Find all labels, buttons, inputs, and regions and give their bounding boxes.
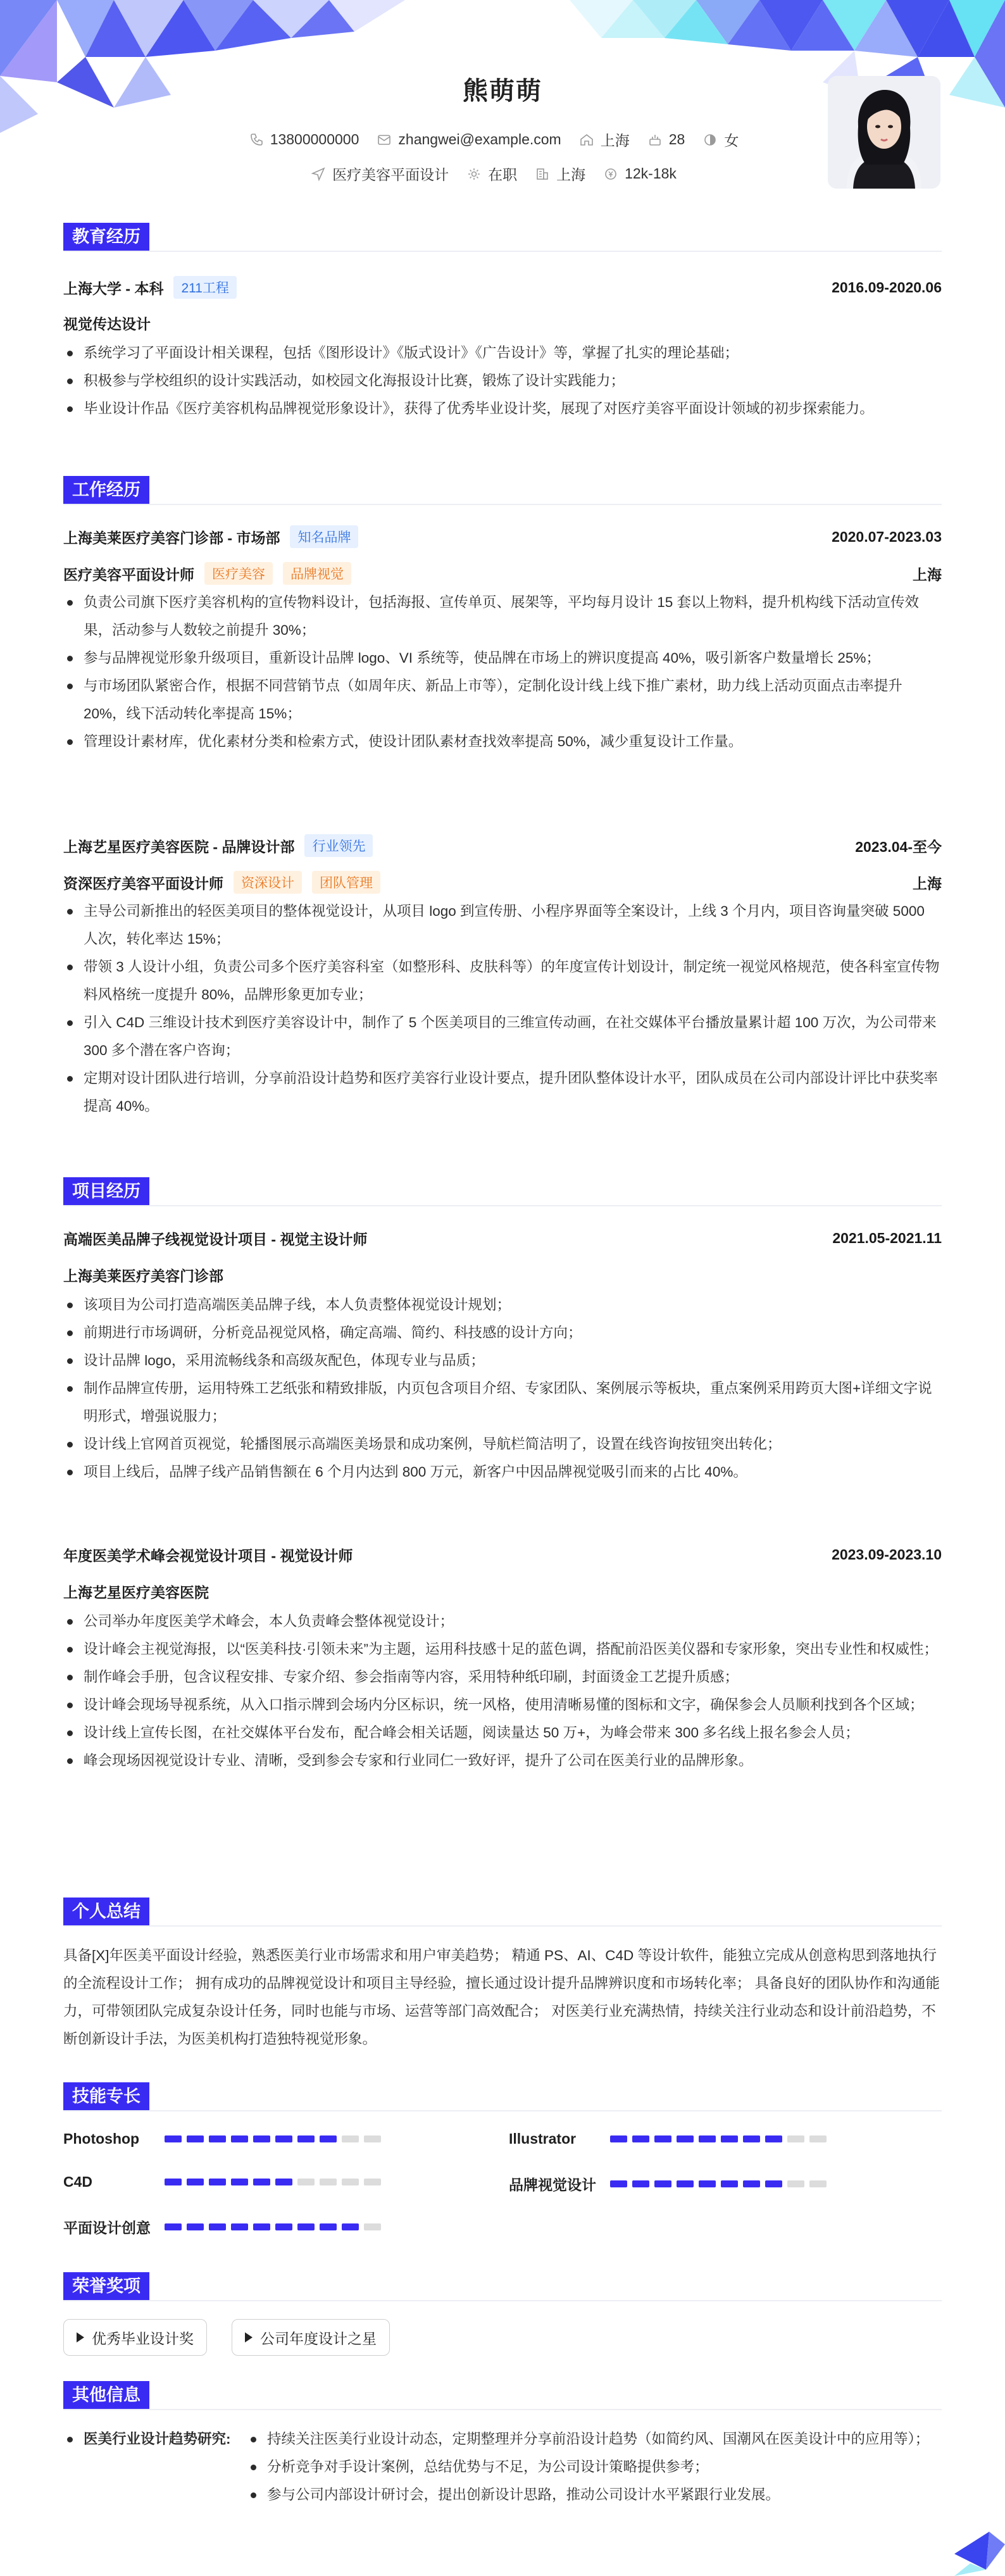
skill-segment — [275, 2179, 292, 2185]
summary-section — [63, 1898, 942, 2047]
skill-segment — [809, 2135, 827, 2142]
skill-label: C4D — [63, 2173, 93, 2190]
cake-icon — [647, 132, 663, 147]
skill-segment — [297, 2179, 315, 2185]
section-title: 个人总结 — [63, 1898, 149, 1925]
coin-icon — [603, 166, 618, 182]
education-date: 2016.09-2020.06 — [832, 278, 942, 296]
target-job-text: 医疗美容平面设计 — [332, 166, 449, 183]
list-item: 制作峰会手册，包含议程安排、专家介绍、参会指南等内容，采用特种纸印刷，封面烫金工艺提升质感； — [63, 1663, 942, 1691]
projects-header — [63, 1177, 942, 1206]
skill-segment — [364, 2223, 381, 2230]
list-item: 参与品牌视觉形象升级项目，重新设计品牌 logo、VI 系统等，使品牌在市场上的辨识度提高 40%，吸引新客户数量增长 25%； — [63, 644, 942, 672]
project-org: 上海美莱医疗美容门诊部 — [63, 1268, 223, 1284]
list-item: 毕业设计作品《医疗美容机构品牌视觉形象设计》，获得了优秀毕业设计奖，展现了对医疗美容平面设计领域的初步探索能力。 — [63, 395, 942, 423]
skill-segment — [787, 2180, 804, 2187]
city-text: 上海 — [600, 132, 630, 149]
age-item — [647, 131, 685, 148]
skill-segment — [187, 2135, 204, 2142]
skill-segment — [231, 2179, 248, 2185]
phone-icon — [249, 132, 264, 147]
skill-segment — [187, 2179, 204, 2185]
position-tag: 医疗美容 — [204, 562, 273, 585]
skill-segment — [209, 2179, 226, 2185]
skills-header — [63, 2082, 942, 2111]
skill-segment — [231, 2223, 248, 2230]
skill-label: Illustrator — [509, 2130, 577, 2147]
skill-segment — [765, 2135, 782, 2142]
position-tag: 品牌视觉 — [283, 562, 351, 585]
skill-segment — [165, 2179, 182, 2185]
skill-segment — [632, 2180, 649, 2187]
skill-segment — [610, 2135, 627, 2142]
job-2-bullets — [63, 897, 942, 1120]
candidate-name: 熊萌萌 — [463, 77, 542, 105]
skill-item — [63, 2173, 381, 2191]
work-section — [63, 476, 942, 1114]
projects-section — [63, 1177, 942, 1768]
salary-item — [603, 165, 677, 182]
status-item — [466, 163, 517, 184]
skill-segment — [297, 2223, 315, 2230]
skill-segment — [654, 2135, 671, 2142]
section-title: 工作经历 — [63, 476, 149, 504]
education-bullets — [63, 339, 942, 423]
project-1-org-row — [63, 1265, 942, 1285]
project-2-header — [63, 1544, 942, 1565]
skill-segment — [209, 2223, 226, 2230]
skill-level-bar — [165, 2135, 381, 2142]
summary-text: 具备[X]年医美平面设计经验，熟悉医美行业市场需求和用户审美趋势； 精通 PS、AI、C4D 等设计软件，能独立完成从创意构思到落地执行的全流程设计工作； 拥有成功的品牌视觉设计和项目主导经验，擅长通过设计提升品牌辨识度和市场转化率； 具备良好的团队协作和沟通能力，可带领团队完成复杂设计任务，同时也能与市场、运营等部门高效配合； 对医美行业充满热情，持续关注行业动态和设计前沿趋势，不断创新设计手法，为医美机构打造独特视觉形象。 — [63, 1948, 940, 2047]
list-item: 分析竞争对手设计案例，总结优势与不足，为公司设计策略提供参考； — [247, 2453, 942, 2481]
email-item — [377, 131, 561, 148]
list-item: 参与公司内部设计研讨会，提出创新设计思路，推动公司设计水平紧跟行业发展。 — [247, 2481, 942, 2509]
other-bullets — [247, 2425, 942, 2509]
avatar — [828, 76, 940, 189]
list-item: 负责公司旗下医疗美容机构的宣传物料设计，包括海报、宣传单页、展架等，平均每月设计 15 套以上物料，提升机构线下活动宣传效果，活动参与人数较之前提升 30%； — [63, 589, 942, 644]
skill-segment — [721, 2135, 738, 2142]
building-icon — [535, 166, 550, 182]
job-city: 上海 — [913, 875, 942, 892]
skill-segment — [342, 2179, 359, 2185]
send-icon — [311, 166, 326, 182]
list-item: 管理设计素材库，优化素材分类和检索方式，使设计团队素材查找效率提高 50%，减少重复设计工作量。 — [63, 728, 942, 756]
job-2-header — [63, 834, 942, 857]
skill-segment — [187, 2223, 204, 2230]
project-name: 年度医美学术峰会视觉设计项目 - 视觉设计师 — [63, 1547, 353, 1564]
job-1-header — [63, 525, 942, 548]
education-section — [63, 223, 942, 416]
project-1-bullets — [63, 1291, 942, 1486]
job-date: 2020.07-2023.03 — [832, 528, 942, 545]
list-item: 积极参与学校组织的设计实践活动，如校园文化海报设计比赛，锻炼了设计实践能力； — [63, 367, 942, 395]
section-title: 教育经历 — [63, 223, 149, 251]
award-chip — [232, 2319, 390, 2356]
skill-segment — [320, 2179, 337, 2185]
skill-segment — [165, 2223, 182, 2230]
skill-segment — [677, 2135, 694, 2142]
list-item: 公司举办年度医美学术峰会，本人负责峰会整体视觉设计； — [63, 1608, 942, 1635]
company-tag: 知名品牌 — [290, 525, 358, 548]
other-header — [63, 2381, 942, 2410]
list-item: 系统学习了平面设计相关课程，包括《图形设计》《版式设计》《广告设计》等，掌握了扎实的理论基础； — [63, 339, 942, 367]
award-label: 优秀毕业设计奖 — [92, 2330, 194, 2347]
list-item: 峰会现场因视觉设计专业、清晰，受到参会专家和行业同仁一致好评，提升了公司在医美行业的品牌形象。 — [63, 1747, 942, 1775]
contact-info-row — [165, 129, 823, 150]
skill-segment — [320, 2135, 337, 2142]
email-text: zhangwei@example.com — [398, 131, 561, 147]
award-label: 公司年度设计之星 — [260, 2330, 377, 2347]
skill-segment — [743, 2180, 760, 2187]
list-item: 项目上线后，品牌子线产品销售额在 6 个月内达到 800 万元，新客户中因品牌视觉吸引而来的占比 40%。 — [63, 1458, 942, 1486]
list-item: 设计峰会主视觉海报，以“医美科技·引领未来”为主题，运用科技感十足的蓝色调，搭配前沿医美仪器和专家形象，突出专业性和权威性； — [63, 1635, 942, 1663]
list-item: 引入 C4D 三维设计技术到医疗美容设计中，制作了 5 个医美项目的三维宣传动画，在社交媒体平台播放量累计超 100 万次，为公司带来 300 多个潜在客户咨询； — [63, 1009, 942, 1065]
skill-level-bar — [165, 2223, 381, 2230]
list-item: 制作品牌宣传册，运用特殊工艺纸张和精致排版，内页包含项目介绍、专家团队、案例展示等板块，重点案例采用跨页大图+详细文字说明形式，增强说服力； — [63, 1375, 942, 1430]
company-name: 上海艺星医疗美容医院 - 品牌设计部 — [63, 838, 295, 855]
skill-segment — [787, 2135, 804, 2142]
skill-segment — [253, 2179, 270, 2185]
list-item: 持续关注医美行业设计动态，定期整理并分享前沿设计趋势（如简约风、国潮风在医美设计中的应用等）； — [247, 2425, 942, 2453]
skill-segment — [297, 2135, 315, 2142]
section-title: 荣誉奖项 — [63, 2272, 149, 2300]
school-name: 上海大学 - 本科 — [63, 280, 164, 297]
salary-text: 12k-18k — [625, 165, 677, 182]
list-item: 设计线上官网首页视觉，轮播图展示高端医美场景和成功案例，导航栏简洁明了，设置在线咨询按钮突出转化； — [63, 1430, 942, 1458]
education-entry-header — [63, 276, 942, 299]
gender-item — [702, 129, 739, 150]
list-item: 设计峰会现场导视系统，从入口指示牌到会场内分区标识，统一风格，使用清晰易懂的图标和文字，确保参会人员顺利找到各个区域； — [63, 1691, 942, 1719]
play-icon — [77, 2332, 84, 2342]
skill-segment — [342, 2135, 359, 2142]
target-city-item — [535, 163, 585, 184]
skill-item — [509, 2173, 827, 2194]
mail-icon — [377, 132, 392, 147]
skill-segment — [342, 2223, 359, 2230]
list-item: 定期对设计团队进行培训，分享前沿设计趋势和医疗美容行业设计要点，提升团队整体设计水平，团队成员在公司内部设计评比中获奖率提高 40%。 — [63, 1065, 942, 1120]
skill-segment — [253, 2135, 270, 2142]
skill-segment — [610, 2180, 627, 2187]
skill-segment — [165, 2135, 182, 2142]
work-header — [63, 476, 942, 505]
section-title: 项目经历 — [63, 1177, 149, 1205]
job-intent-row — [165, 163, 823, 184]
list-item: 带领 3 人设计小组，负责公司多个医疗美容科室（如整形科、皮肤科等）的年度宣传计划设计，制定统一视觉风格规范，使各科室宣传物料风格统一度提升 80%，品牌形象更加专业； — [63, 953, 942, 1009]
major-row — [63, 313, 942, 334]
list-item: 设计线上宣传长图，在社交媒体平台发布，配合峰会相关话题，阅读量达 50 万+，为峰会带来 300 多名线上报名参会人员； — [63, 1719, 942, 1747]
skill-segment — [364, 2179, 381, 2185]
skill-segment — [654, 2180, 671, 2187]
list-item: 该项目为公司打造高端医美品牌子线，本人负责整体视觉设计规划； — [63, 1291, 942, 1319]
skill-label: 品牌视觉设计 — [509, 2177, 596, 2193]
skill-segment — [253, 2223, 270, 2230]
skill-segment — [699, 2135, 716, 2142]
phone-item — [249, 131, 359, 148]
status-text: 在职 — [488, 166, 518, 183]
target-city-text: 上海 — [556, 166, 586, 183]
gender-icon — [702, 132, 718, 147]
skill-segment — [743, 2135, 760, 2142]
skill-segment — [677, 2180, 694, 2187]
awards-header — [63, 2272, 942, 2301]
list-item: 与市场团队紧密合作，根据不同营销节点（如周年庆、新品上市等），定制化设计线上线下推广素材，助力线上活动页面点击率提升 20%，线下活动转化率提高 15%； — [63, 672, 942, 728]
summary-header — [63, 1898, 942, 1927]
company-name: 上海美莱医疗美容门诊部 - 市场部 — [63, 529, 280, 546]
skill-segment — [275, 2223, 292, 2230]
skill-segment — [765, 2180, 782, 2187]
gender-text: 女 — [724, 132, 739, 149]
play-icon — [245, 2332, 253, 2342]
city-item — [579, 129, 630, 150]
gear-icon — [466, 166, 482, 182]
award-chip — [63, 2319, 207, 2356]
skill-level-bar — [610, 2180, 827, 2187]
skill-level-bar — [165, 2179, 381, 2185]
skill-level-bar — [610, 2135, 827, 2142]
skill-item — [63, 2130, 381, 2148]
awards-section — [63, 2272, 942, 2347]
skill-segment — [320, 2223, 337, 2230]
list-item: 设计品牌 logo，采用流畅线条和高级灰配色，体现专业与品质； — [63, 1347, 942, 1375]
project-2-bullets — [63, 1608, 942, 1775]
major-name: 视觉传达设计 — [63, 316, 151, 332]
skill-segment — [209, 2135, 226, 2142]
other-section — [63, 2381, 942, 2503]
list-item: 前期进行市场调研，分析竞品视觉风格，确定高端、简约、科技感的设计方向； — [63, 1319, 942, 1347]
job-1-bullets — [63, 589, 942, 756]
skill-item — [509, 2130, 827, 2148]
list-item: 主导公司新推出的轻医美项目的整体视觉设计，从项目 logo 到宣传册、小程序界面等全案设计，上线 3 个月内，项目咨询量突破 5000 人次，转化率达 15%； — [63, 897, 942, 953]
phone-text: 13800000000 — [270, 131, 359, 147]
education-header — [63, 223, 942, 252]
skill-segment — [809, 2180, 827, 2187]
project-org: 上海艺星医疗美容医院 — [63, 1584, 209, 1601]
target-job-item — [311, 163, 449, 184]
project-1-header — [63, 1228, 942, 1249]
position-name: 资深医疗美容平面设计师 — [63, 875, 223, 892]
home-icon — [579, 132, 594, 147]
section-title: 其他信息 — [63, 2381, 149, 2409]
position-name: 医疗美容平面设计师 — [63, 566, 194, 583]
skills-section — [63, 2082, 942, 2236]
skill-segment — [721, 2180, 738, 2187]
project-date: 2021.05-2021.11 — [832, 1230, 942, 1246]
company-tag: 行业领先 — [304, 834, 373, 857]
skill-segment — [231, 2135, 248, 2142]
skill-label: Photoshop — [63, 2130, 140, 2147]
job-1-position-row — [63, 562, 942, 585]
section-title: 技能专长 — [63, 2082, 149, 2110]
skill-segment — [699, 2180, 716, 2187]
skill-segment — [364, 2135, 381, 2142]
skill-segment — [632, 2135, 649, 2142]
job-2-position-row — [63, 871, 942, 894]
job-city: 上海 — [913, 566, 942, 583]
skill-segment — [275, 2135, 292, 2142]
project-2-org-row — [63, 1581, 942, 1602]
project-name: 高端医美品牌子线视觉设计项目 - 视觉主设计师 — [63, 1231, 368, 1247]
position-tag: 团队管理 — [312, 871, 380, 894]
other-category: 医美行业设计趋势研究: — [63, 2425, 231, 2453]
skill-label: 平面设计创意 — [63, 2220, 151, 2236]
position-tag: 资深设计 — [234, 871, 302, 894]
age-text: 28 — [668, 131, 685, 147]
project-date: 2023.09-2023.10 — [832, 1546, 942, 1563]
skill-item — [63, 2216, 381, 2237]
job-date: 2023.04-至今 — [855, 838, 942, 855]
school-tag: 211工程 — [173, 276, 236, 299]
corner-decoration — [942, 2519, 1005, 2576]
